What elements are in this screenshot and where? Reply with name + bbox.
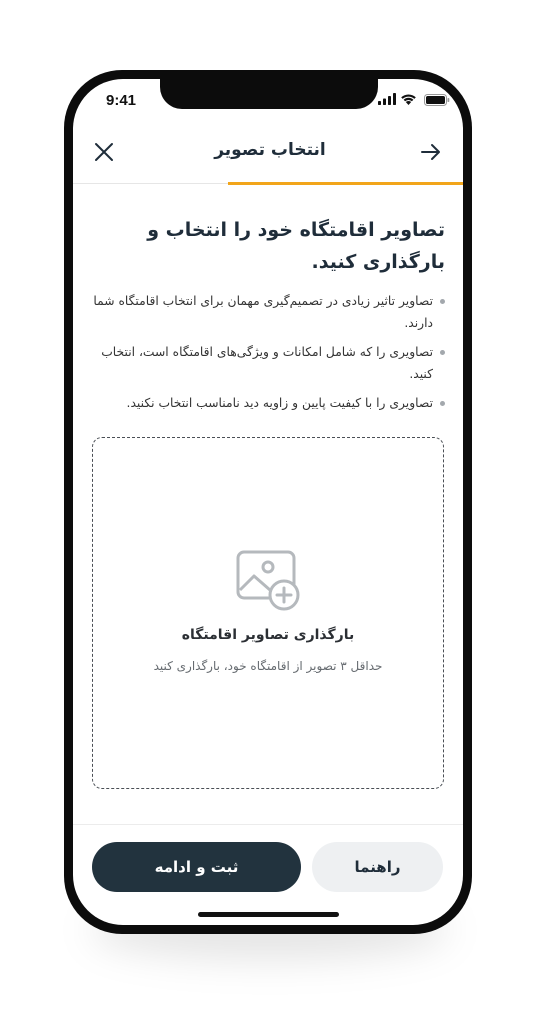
status-time: 9:41: [106, 92, 137, 109]
battery-icon: [424, 94, 450, 106]
phone-notch: [160, 79, 378, 109]
guide-button[interactable]: راهنما: [312, 842, 443, 892]
add-photo-icon: [236, 550, 302, 612]
upload-dropzone[interactable]: [92, 437, 444, 789]
page-title: انتخاب تصویر: [214, 140, 326, 160]
tips-list: [93, 290, 445, 421]
status-icons: [378, 93, 450, 107]
tip-text: تصاویری را که شامل امکانات و ویژگی‌های اقامتگاه است، انتخاب کنید.: [101, 345, 433, 381]
close-button[interactable]: [92, 140, 116, 164]
submit-continue-button[interactable]: ثبت و ادامه: [92, 842, 301, 892]
home-indicator: [198, 912, 339, 917]
arrow-right-icon: [418, 140, 444, 164]
bullet-icon: [440, 401, 445, 406]
content-title: تصاویر اقامتگاه خود را انتخاب و بارگذاری کنید.: [147, 219, 445, 273]
tip-item: [93, 392, 445, 414]
tip-item: [93, 290, 445, 334]
upload-title: بارگذاری تصاویر اقامتگاه: [181, 627, 355, 643]
signal-icon: [378, 93, 396, 105]
tip-item: [93, 341, 445, 385]
bullet-icon: [440, 350, 445, 355]
wifi-icon: [400, 93, 417, 105]
close-icon: [92, 140, 116, 164]
back-button[interactable]: [418, 140, 444, 164]
footer-divider: [73, 824, 463, 825]
tip-text: تصاویر تاثیر زیادی در تصمیم‌گیری مهمان برای انتخاب اقامتگاه شما دارند.: [93, 294, 433, 330]
tip-text: تصاویری را با کیفیت پایین و زاویه دید نامناسب انتخاب نکنید.: [126, 396, 433, 410]
progress-bar: [228, 182, 463, 185]
upload-subtitle: حداقل ۳ تصویر از اقامتگاه خود، بارگذاری کنید: [153, 659, 383, 673]
bullet-icon: [440, 299, 445, 304]
